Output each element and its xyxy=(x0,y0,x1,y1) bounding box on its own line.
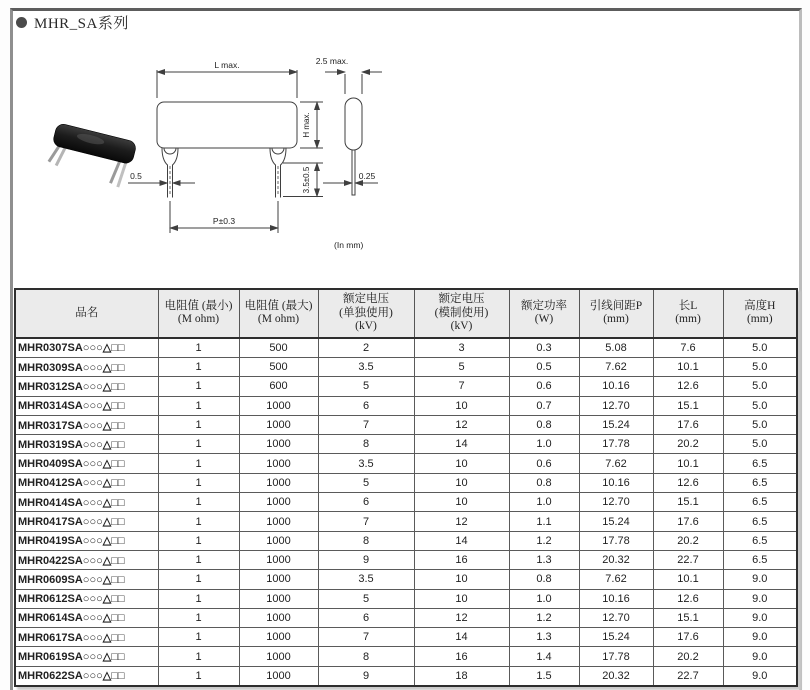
value-cell: 600 xyxy=(239,377,318,396)
value-cell: 17.78 xyxy=(579,531,653,550)
value-cell: 1000 xyxy=(239,570,318,589)
value-cell: 1 xyxy=(158,377,239,396)
dim-label-w-max: 2.5 max. xyxy=(315,56,349,66)
value-cell: 3 xyxy=(414,338,509,358)
value-cell: 22.7 xyxy=(653,550,723,569)
product-name-cell: MHR0309SA○○○△□□ xyxy=(15,357,158,376)
value-cell: 1 xyxy=(158,473,239,492)
value-cell: 1 xyxy=(158,338,239,358)
value-cell: 6 xyxy=(318,493,414,512)
value-cell: 1 xyxy=(158,415,239,434)
table-row xyxy=(15,377,797,396)
value-cell: 1 xyxy=(158,666,239,686)
value-cell: 1 xyxy=(158,512,239,531)
value-cell: 6.5 xyxy=(723,473,797,492)
value-cell: 17.6 xyxy=(653,415,723,434)
value-cell: 12 xyxy=(414,415,509,434)
value-cell: 1 xyxy=(158,628,239,647)
value-cell: 10 xyxy=(414,493,509,512)
value-cell: 17.6 xyxy=(653,628,723,647)
product-name-cell: MHR0414SA○○○△□□ xyxy=(15,493,158,512)
value-cell: 20.2 xyxy=(653,531,723,550)
product-name-cell: MHR0409SA○○○△□□ xyxy=(15,454,158,473)
value-cell: 12.6 xyxy=(653,377,723,396)
product-name-cell: MHR0417SA○○○△□□ xyxy=(15,512,158,531)
value-cell: 7 xyxy=(414,377,509,396)
table-row xyxy=(15,628,797,647)
table-row xyxy=(15,473,797,492)
value-cell: 17.78 xyxy=(579,435,653,454)
value-cell: 6 xyxy=(318,396,414,415)
value-cell: 7.62 xyxy=(579,570,653,589)
value-cell: 1000 xyxy=(239,608,318,627)
value-cell: 1.1 xyxy=(509,512,579,531)
product-name-cell: MHR0617SA○○○△□□ xyxy=(15,628,158,647)
bullet-icon xyxy=(16,17,27,28)
value-cell: 1000 xyxy=(239,647,318,666)
value-cell: 5.0 xyxy=(723,338,797,358)
value-cell: 5 xyxy=(318,473,414,492)
product-name-cell: MHR0609SA○○○△□□ xyxy=(15,570,158,589)
value-cell: 10 xyxy=(414,396,509,415)
product-name-cell: MHR0412SA○○○△□□ xyxy=(15,473,158,492)
value-cell: 1 xyxy=(158,454,239,473)
value-cell: 1000 xyxy=(239,493,318,512)
value-cell: 14 xyxy=(414,435,509,454)
table-row xyxy=(15,570,797,589)
value-cell: 1 xyxy=(158,493,239,512)
value-cell: 5 xyxy=(414,357,509,376)
value-cell: 10 xyxy=(414,454,509,473)
product-name-cell: MHR0317SA○○○△□□ xyxy=(15,415,158,434)
table-row xyxy=(15,550,797,569)
value-cell: 1000 xyxy=(239,396,318,415)
value-cell: 1000 xyxy=(239,666,318,686)
value-cell: 500 xyxy=(239,357,318,376)
product-name-cell: MHR0614SA○○○△□□ xyxy=(15,608,158,627)
product-name-cell: MHR0312SA○○○△□□ xyxy=(15,377,158,396)
value-cell: 12.6 xyxy=(653,473,723,492)
value-cell: 10.1 xyxy=(653,357,723,376)
value-cell: 5.08 xyxy=(579,338,653,358)
value-cell: 9 xyxy=(318,666,414,686)
value-cell: 5 xyxy=(318,589,414,608)
column-header: 电阻值 (最小) (M ohm) xyxy=(158,289,239,338)
value-cell: 12.70 xyxy=(579,493,653,512)
value-cell: 10.16 xyxy=(579,473,653,492)
value-cell: 1 xyxy=(158,608,239,627)
value-cell: 12.70 xyxy=(579,608,653,627)
dim-label-l-max: L max. xyxy=(214,60,240,70)
value-cell: 10.16 xyxy=(579,589,653,608)
spec-table-head xyxy=(15,289,797,338)
value-cell: 15.24 xyxy=(579,415,653,434)
value-cell: 14 xyxy=(414,628,509,647)
value-cell: 1000 xyxy=(239,589,318,608)
value-cell: 6.5 xyxy=(723,550,797,569)
value-cell: 7 xyxy=(318,415,414,434)
value-cell: 1 xyxy=(158,570,239,589)
value-cell: 0.8 xyxy=(509,570,579,589)
value-cell: 15.24 xyxy=(579,512,653,531)
value-cell: 20.32 xyxy=(579,666,653,686)
value-cell: 7.62 xyxy=(579,357,653,376)
column-header: 高度H (mm) xyxy=(723,289,797,338)
value-cell: 9.0 xyxy=(723,570,797,589)
value-cell: 1000 xyxy=(239,435,318,454)
dim-label-lead-width-side: 0.25 xyxy=(358,171,376,181)
value-cell: 17.78 xyxy=(579,647,653,666)
value-cell: 15.1 xyxy=(653,608,723,627)
table-row xyxy=(15,647,797,666)
table-row xyxy=(15,396,797,415)
value-cell: 6 xyxy=(318,608,414,627)
value-cell: 1000 xyxy=(239,512,318,531)
table-row xyxy=(15,454,797,473)
value-cell: 1000 xyxy=(239,415,318,434)
value-cell: 8 xyxy=(318,435,414,454)
value-cell: 1 xyxy=(158,435,239,454)
value-cell: 10 xyxy=(414,473,509,492)
value-cell: 1 xyxy=(158,531,239,550)
product-name-cell: MHR0307SA○○○△□□ xyxy=(15,338,158,358)
product-name-cell: MHR0419SA○○○△□□ xyxy=(15,531,158,550)
value-cell: 10.16 xyxy=(579,377,653,396)
value-cell: 1 xyxy=(158,589,239,608)
value-cell: 12 xyxy=(414,512,509,531)
value-cell: 1000 xyxy=(239,550,318,569)
table-row xyxy=(15,435,797,454)
value-cell: 10.1 xyxy=(653,570,723,589)
column-header: 额定电压 (模制使用) (kV) xyxy=(414,289,509,338)
value-cell: 8 xyxy=(318,531,414,550)
value-cell: 1 xyxy=(158,550,239,569)
column-header: 额定功率 (W) xyxy=(509,289,579,338)
table-row xyxy=(15,589,797,608)
value-cell: 12 xyxy=(414,608,509,627)
value-cell: 16 xyxy=(414,647,509,666)
value-cell: 3.5 xyxy=(318,454,414,473)
column-header: 额定电压 (单独使用) (kV) xyxy=(318,289,414,338)
product-name-cell: MHR0422SA○○○△□□ xyxy=(15,550,158,569)
table-row xyxy=(15,415,797,434)
value-cell: 1 xyxy=(158,647,239,666)
value-cell: 9.0 xyxy=(723,666,797,686)
value-cell: 5.0 xyxy=(723,357,797,376)
value-cell: 0.8 xyxy=(509,473,579,492)
value-cell: 9.0 xyxy=(723,628,797,647)
product-name-cell: MHR0622SA○○○△□□ xyxy=(15,666,158,686)
value-cell: 14 xyxy=(414,531,509,550)
dimension-drawing xyxy=(120,48,440,263)
value-cell: 0.3 xyxy=(509,338,579,358)
value-cell: 7.62 xyxy=(579,454,653,473)
table-row xyxy=(15,512,797,531)
value-cell: 1.0 xyxy=(509,589,579,608)
value-cell: 15.24 xyxy=(579,628,653,647)
value-cell: 5.0 xyxy=(723,415,797,434)
value-cell: 1000 xyxy=(239,531,318,550)
value-cell: 17.6 xyxy=(653,512,723,531)
value-cell: 6.5 xyxy=(723,512,797,531)
value-cell: 20.2 xyxy=(653,435,723,454)
value-cell: 20.2 xyxy=(653,647,723,666)
value-cell: 12.6 xyxy=(653,589,723,608)
value-cell: 7 xyxy=(318,628,414,647)
dim-label-pitch: P±0.3 xyxy=(212,216,236,226)
value-cell: 9.0 xyxy=(723,647,797,666)
table-row xyxy=(15,493,797,512)
dim-label-h-max: H max. xyxy=(302,112,311,138)
value-cell: 5 xyxy=(318,377,414,396)
value-cell: 16 xyxy=(414,550,509,569)
unit-note: (In mm) xyxy=(334,240,364,250)
value-cell: 3.5 xyxy=(318,357,414,376)
value-cell: 1000 xyxy=(239,454,318,473)
value-cell: 18 xyxy=(414,666,509,686)
value-cell: 0.6 xyxy=(509,454,579,473)
value-cell: 1.0 xyxy=(509,493,579,512)
value-cell: 7.6 xyxy=(653,338,723,358)
value-cell: 5.0 xyxy=(723,435,797,454)
value-cell: 2 xyxy=(318,338,414,358)
series-titlebar xyxy=(16,12,129,33)
series-title: MHR_SA系列 xyxy=(34,16,129,32)
dim-label-lead-exposed: 3.5±0.5 xyxy=(302,166,311,194)
value-cell: 1.3 xyxy=(509,550,579,569)
value-cell: 6.5 xyxy=(723,454,797,473)
table-row xyxy=(15,608,797,627)
front-view-body xyxy=(157,102,297,148)
value-cell: 9 xyxy=(318,550,414,569)
column-header: 电阻值 (最大) (M ohm) xyxy=(239,289,318,338)
value-cell: 12.70 xyxy=(579,396,653,415)
value-cell: 6.5 xyxy=(723,531,797,550)
table-row xyxy=(15,531,797,550)
value-cell: 9.0 xyxy=(723,589,797,608)
value-cell: 1 xyxy=(158,396,239,415)
value-cell: 10 xyxy=(414,570,509,589)
value-cell: 22.7 xyxy=(653,666,723,686)
value-cell: 1.2 xyxy=(509,608,579,627)
product-name-cell: MHR0319SA○○○△□□ xyxy=(15,435,158,454)
table-row xyxy=(15,357,797,376)
value-cell: 7 xyxy=(318,512,414,531)
spec-table xyxy=(14,288,798,687)
column-header: 品名 xyxy=(15,289,158,338)
table-row xyxy=(15,666,797,686)
value-cell: 9.0 xyxy=(723,608,797,627)
value-cell: 0.6 xyxy=(509,377,579,396)
value-cell: 8 xyxy=(318,647,414,666)
header-row xyxy=(15,289,797,338)
value-cell: 15.1 xyxy=(653,493,723,512)
table-row xyxy=(15,338,797,358)
value-cell: 0.5 xyxy=(509,357,579,376)
value-cell: 10.1 xyxy=(653,454,723,473)
value-cell: 1.0 xyxy=(509,435,579,454)
column-header: 长L (mm) xyxy=(653,289,723,338)
product-name-cell: MHR0612SA○○○△□□ xyxy=(15,589,158,608)
value-cell: 3.5 xyxy=(318,570,414,589)
value-cell: 20.32 xyxy=(579,550,653,569)
value-cell: 1.2 xyxy=(509,531,579,550)
value-cell: 15.1 xyxy=(653,396,723,415)
value-cell: 5.0 xyxy=(723,396,797,415)
value-cell: 1 xyxy=(158,357,239,376)
side-view-body xyxy=(345,98,362,150)
product-name-cell: MHR0619SA○○○△□□ xyxy=(15,647,158,666)
value-cell: 1.4 xyxy=(509,647,579,666)
dim-label-lead-width-front: 0.5 xyxy=(130,171,142,181)
spec-table-body xyxy=(15,338,797,686)
value-cell: 1.3 xyxy=(509,628,579,647)
column-header: 引线间距P (mm) xyxy=(579,289,653,338)
value-cell: 1.5 xyxy=(509,666,579,686)
product-name-cell: MHR0314SA○○○△□□ xyxy=(15,396,158,415)
value-cell: 6.5 xyxy=(723,493,797,512)
value-cell: 0.8 xyxy=(509,415,579,434)
value-cell: 5.0 xyxy=(723,377,797,396)
value-cell: 0.7 xyxy=(509,396,579,415)
value-cell: 500 xyxy=(239,338,318,358)
value-cell: 1000 xyxy=(239,628,318,647)
value-cell: 1000 xyxy=(239,473,318,492)
value-cell: 10 xyxy=(414,589,509,608)
